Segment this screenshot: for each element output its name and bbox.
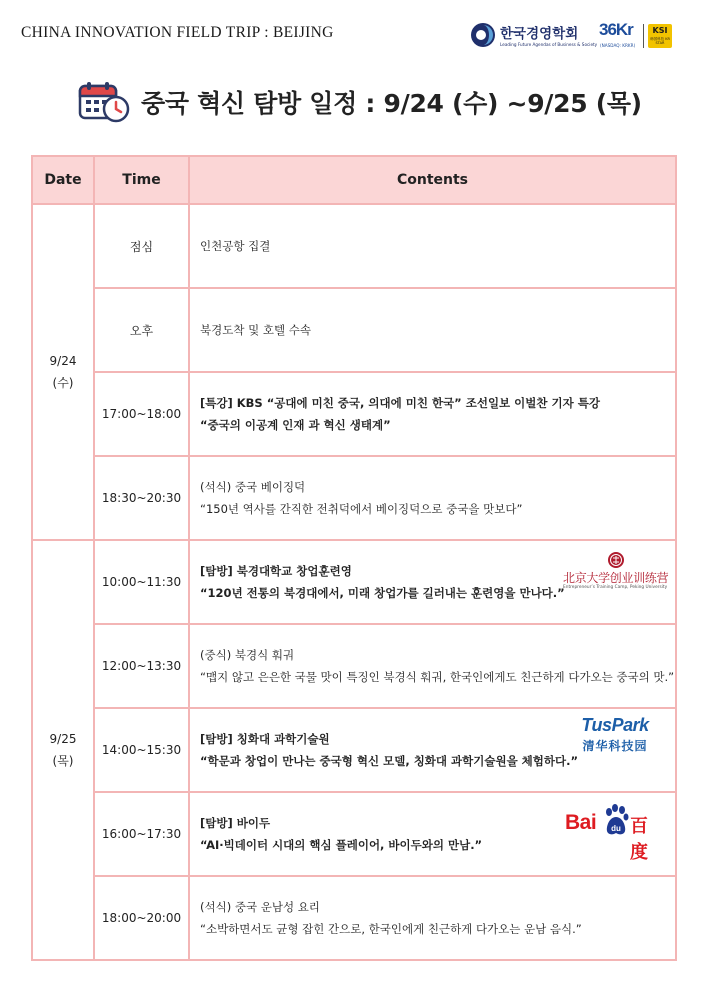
baidu-paw-icon	[603, 803, 629, 837]
table-row	[32, 540, 676, 624]
content-quote: “AI·빅데이터 시대의 핵심 플레이어, 바이두와의 만남.”	[200, 838, 483, 852]
pku-seal-icon	[607, 551, 625, 569]
content-line: [탐방] 칭화대 과학기술원	[200, 732, 330, 746]
contents-cell	[189, 540, 676, 624]
content-quote: “소박하면서도 균형 잡힌 간으로, 한국인에게 친근하게 다가오는 운남 음식.”	[200, 922, 582, 936]
tuspark-logo-text: TusPark	[581, 715, 649, 735]
time-cell: 점심	[94, 204, 189, 288]
baidu-logo-text: Bai	[565, 811, 597, 834]
trip-title: CHINA INNOVATION FIELD TRIP : BEIJING	[21, 24, 334, 41]
contents-cell	[189, 792, 676, 876]
date-label: 9/25	[49, 732, 77, 746]
36kr-logo-mark: 36Kr	[599, 20, 633, 39]
time-cell: 10:00~11:30	[94, 540, 189, 624]
content-quote: “150년 역사를 간직한 전취덕에서 베이징덕으로 중국을 맛보다”	[200, 502, 523, 516]
time-cell: 18:00~20:00	[94, 876, 189, 960]
tuspark-logo	[565, 715, 665, 755]
kasbs-logo	[470, 20, 598, 52]
calendar-clock-icon	[78, 80, 130, 124]
ksi-logo-mark: KSI	[652, 26, 668, 35]
column-header-time: Time	[94, 156, 189, 204]
pku-logo-subtext: Entrepreneur’s Training Camp, Peking University	[563, 585, 668, 590]
partner-logos	[470, 18, 690, 54]
column-header-contents: Contents	[189, 156, 676, 204]
content-quote: “120년 전통의 북경대에서, 미래 창업가를 길러내는 훈련영을 만나다.”	[200, 586, 565, 600]
contents-cell	[189, 288, 676, 372]
contents-cell	[189, 624, 676, 708]
contents-cell	[189, 876, 676, 960]
time-cell: 17:00~18:00	[94, 372, 189, 456]
content-quote: “맵지 않고 은은한 국물 맛이 특징인 북경식 훠궈, 한국인에게도 친근하게 다가오는 중국의 맛.”	[200, 670, 675, 684]
ksi-logo-tagline: 韩国科技 KR STAR	[650, 37, 670, 45]
time-cell: 12:00~13:30	[94, 624, 189, 708]
column-header-date: Date	[32, 156, 94, 204]
table-row	[32, 876, 676, 960]
content-line: [탐방] 북경대학교 창업훈련영	[200, 564, 352, 578]
content-quote: “학문과 창업이 만나는 중국형 혁신 모델, 칭화대 과학기술원을 체험하다.”	[200, 754, 579, 768]
table-header-row	[32, 156, 676, 204]
content-quote: “중국의 이공계 인재 과 혁신 생태계”	[200, 418, 391, 432]
table-row	[32, 372, 676, 456]
kasbs-logo-tagline: Leading Future Agendas of Business & Society	[500, 42, 598, 47]
content-line: (석식) 중국 운남성 요리	[200, 900, 320, 914]
content-line: [특강] KBS “공대에 미친 중국, 의대에 미친 한국” 조선일보 이벌찬 기자 특강	[200, 396, 600, 410]
content-line: 북경도착 및 호텔 수속	[200, 323, 311, 337]
table-row	[32, 624, 676, 708]
svg-text:du: du	[611, 824, 621, 833]
logo-divider	[643, 24, 644, 48]
kasbs-mark-icon	[470, 22, 496, 48]
36kr-logo-tagline: (NASDAQ: KRKR)	[600, 43, 636, 48]
content-line: (중식) 북경식 훠궈	[200, 648, 295, 662]
content-line: [탐방] 바이두	[200, 816, 271, 830]
pku-logo-text: 北京大学创业训练营	[563, 571, 669, 585]
baidu-logo-subtext: 百度	[630, 816, 648, 863]
date-cell-day1	[32, 204, 94, 540]
36kr-logo	[598, 20, 640, 52]
table-row	[32, 708, 676, 792]
content-line: 인천공항 집결	[200, 239, 271, 253]
kasbs-logo-name: 한국경영학회	[500, 26, 579, 42]
table-row	[32, 456, 676, 540]
time-cell: 16:00~17:30	[94, 792, 189, 876]
content-line: (석식) 중국 베이징덕	[200, 480, 306, 494]
time-cell: 14:00~15:30	[94, 708, 189, 792]
table-row	[32, 792, 676, 876]
tuspark-logo-subtext: 清华科技园	[582, 739, 648, 753]
weekday-label: (수)	[52, 376, 74, 390]
contents-cell	[189, 204, 676, 288]
page-title: 중국 혁신 탐방 일정 : 9/24 (수) ~9/25 (목)	[141, 89, 642, 118]
date-cell-day2	[32, 540, 94, 960]
pku-logo	[563, 551, 669, 593]
schedule-table	[31, 155, 677, 961]
time-cell: 18:30~20:30	[94, 456, 189, 540]
contents-cell	[189, 708, 676, 792]
table-row	[32, 288, 676, 372]
date-label: 9/24	[49, 354, 77, 368]
contents-cell	[189, 456, 676, 540]
ksi-logo	[648, 24, 672, 48]
baidu-logo	[563, 801, 665, 863]
table-row	[32, 204, 676, 288]
time-cell: 오후	[94, 288, 189, 372]
weekday-label: (목)	[52, 754, 74, 768]
contents-cell	[189, 372, 676, 456]
